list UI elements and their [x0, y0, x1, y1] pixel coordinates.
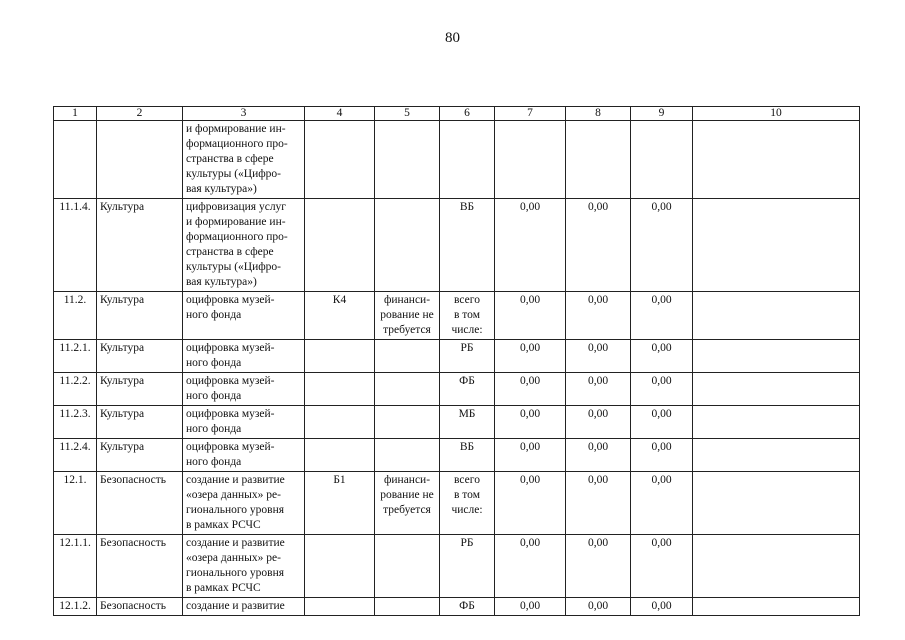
value-cell-8: 0,00: [566, 535, 631, 598]
code-cell: [305, 598, 375, 616]
code-cell: Б1: [305, 472, 375, 535]
note-cell: [693, 340, 860, 373]
value-cell-9: 0,00: [631, 406, 693, 439]
column-header: 5: [375, 107, 440, 121]
value-cell-7: 0,00: [495, 340, 566, 373]
table-row: [54, 292, 860, 340]
sector-cell: Культура: [97, 199, 183, 292]
value-cell-7: 0,00: [495, 535, 566, 598]
column-header: 1: [54, 107, 97, 121]
financing-note-cell: [375, 598, 440, 616]
budget-source-cell: РБ: [440, 340, 495, 373]
sector-cell: Культура: [97, 292, 183, 340]
financing-note-cell: [375, 373, 440, 406]
sector-cell: Безопасность: [97, 598, 183, 616]
budget-source-cell: всего в том числе:: [440, 292, 495, 340]
table-row: [54, 439, 860, 472]
code-cell: [305, 439, 375, 472]
value-cell-8: 0,00: [566, 439, 631, 472]
value-cell-8: 0,00: [566, 598, 631, 616]
value-cell-9: 0,00: [631, 199, 693, 292]
measure-cell: оцифровка музей- ного фонда: [183, 292, 305, 340]
table-body: [54, 121, 860, 616]
value-cell-9: 0,00: [631, 292, 693, 340]
item-number-cell: 11.2.: [54, 292, 97, 340]
measure-cell: оцифровка музей- ного фонда: [183, 406, 305, 439]
note-cell: [693, 373, 860, 406]
sector-cell: [97, 121, 183, 199]
measure-cell: оцифровка музей- ного фонда: [183, 340, 305, 373]
item-number-cell: [54, 121, 97, 199]
code-cell: К4: [305, 292, 375, 340]
value-cell-7: 0,00: [495, 472, 566, 535]
code-cell: [305, 406, 375, 439]
page-number: 80: [445, 30, 460, 46]
item-number-cell: 12.1.: [54, 472, 97, 535]
budget-source-cell: ФБ: [440, 598, 495, 616]
column-header: 2: [97, 107, 183, 121]
table-row: [54, 598, 860, 616]
column-header: 4: [305, 107, 375, 121]
sector-cell: Культура: [97, 340, 183, 373]
value-cell-7: 0,00: [495, 199, 566, 292]
item-number-cell: 11.2.1.: [54, 340, 97, 373]
note-cell: [693, 535, 860, 598]
code-cell: [305, 373, 375, 406]
budget-source-cell: ВБ: [440, 199, 495, 292]
column-header: 6: [440, 107, 495, 121]
column-header: 7: [495, 107, 566, 121]
table-row: [54, 340, 860, 373]
measure-cell: создание и развитие «озера данных» ре- гионального уровня в рамках РСЧС: [183, 535, 305, 598]
sector-cell: Культура: [97, 439, 183, 472]
financing-note-cell: [375, 199, 440, 292]
code-cell: [305, 199, 375, 292]
budget-source-cell: ВБ: [440, 439, 495, 472]
item-number-cell: 12.1.1.: [54, 535, 97, 598]
measure-cell: и формирование ин- формационного про- странства в сфере культуры («Цифро- вая культура»): [183, 121, 305, 199]
sector-cell: Культура: [97, 373, 183, 406]
table-row: [54, 535, 860, 598]
financing-note-cell: [375, 439, 440, 472]
measure-cell: создание и развитие «озера данных» ре- гионального уровня в рамках РСЧС: [183, 472, 305, 535]
table-row: [54, 199, 860, 292]
value-cell-8: 0,00: [566, 199, 631, 292]
column-header: 9: [631, 107, 693, 121]
value-cell-7: 0,00: [495, 292, 566, 340]
header-row: [54, 107, 860, 121]
item-number-cell: 11.2.2.: [54, 373, 97, 406]
budget-source-cell: МБ: [440, 406, 495, 439]
value-cell-9: 0,00: [631, 535, 693, 598]
table-row: [54, 121, 860, 199]
value-cell-9: 0,00: [631, 439, 693, 472]
item-number-cell: 12.1.2.: [54, 598, 97, 616]
note-cell: [693, 439, 860, 472]
value-cell-7: 0,00: [495, 598, 566, 616]
note-cell: [693, 199, 860, 292]
note-cell: [693, 292, 860, 340]
financing-note-cell: [375, 121, 440, 199]
table-row: [54, 472, 860, 535]
financing-note-cell: финанси- рование не требуется: [375, 472, 440, 535]
item-number-cell: 11.2.4.: [54, 439, 97, 472]
code-cell: [305, 535, 375, 598]
measure-cell: оцифровка музей- ного фонда: [183, 373, 305, 406]
code-cell: [305, 121, 375, 199]
code-cell: [305, 340, 375, 373]
note-cell: [693, 598, 860, 616]
item-number-cell: 11.2.3.: [54, 406, 97, 439]
budget-source-cell: РБ: [440, 535, 495, 598]
table-row: [54, 406, 860, 439]
value-cell-8: 0,00: [566, 373, 631, 406]
sector-cell: Безопасность: [97, 472, 183, 535]
column-header: 10: [693, 107, 860, 121]
value-cell-8: 0,00: [566, 340, 631, 373]
value-cell-9: 0,00: [631, 598, 693, 616]
value-cell-8: 0,00: [566, 472, 631, 535]
value-cell-7: 0,00: [495, 406, 566, 439]
note-cell: [693, 121, 860, 199]
measure-cell: цифровизация услуг и формирование ин- формационного про- странства в сфере культуры («Цифро- вая культура»): [183, 199, 305, 292]
budget-table: [53, 106, 860, 616]
value-cell-9: [631, 121, 693, 199]
sector-cell: Безопасность: [97, 535, 183, 598]
financing-note-cell: финанси- рование не требуется: [375, 292, 440, 340]
financing-note-cell: [375, 535, 440, 598]
note-cell: [693, 472, 860, 535]
value-cell-8: 0,00: [566, 406, 631, 439]
value-cell-8: 0,00: [566, 292, 631, 340]
budget-source-cell: ФБ: [440, 373, 495, 406]
budget-source-cell: [440, 121, 495, 199]
value-cell-9: 0,00: [631, 340, 693, 373]
value-cell-7: [495, 121, 566, 199]
financing-note-cell: [375, 406, 440, 439]
value-cell-7: 0,00: [495, 373, 566, 406]
column-header: 3: [183, 107, 305, 121]
value-cell-8: [566, 121, 631, 199]
item-number-cell: 11.1.4.: [54, 199, 97, 292]
sector-cell: Культура: [97, 406, 183, 439]
value-cell-9: 0,00: [631, 472, 693, 535]
budget-source-cell: всего в том числе:: [440, 472, 495, 535]
note-cell: [693, 406, 860, 439]
column-header: 8: [566, 107, 631, 121]
table-row: [54, 373, 860, 406]
value-cell-7: 0,00: [495, 439, 566, 472]
measure-cell: оцифровка музей- ного фонда: [183, 439, 305, 472]
financing-note-cell: [375, 340, 440, 373]
measure-cell: создание и развитие: [183, 598, 305, 616]
value-cell-9: 0,00: [631, 373, 693, 406]
